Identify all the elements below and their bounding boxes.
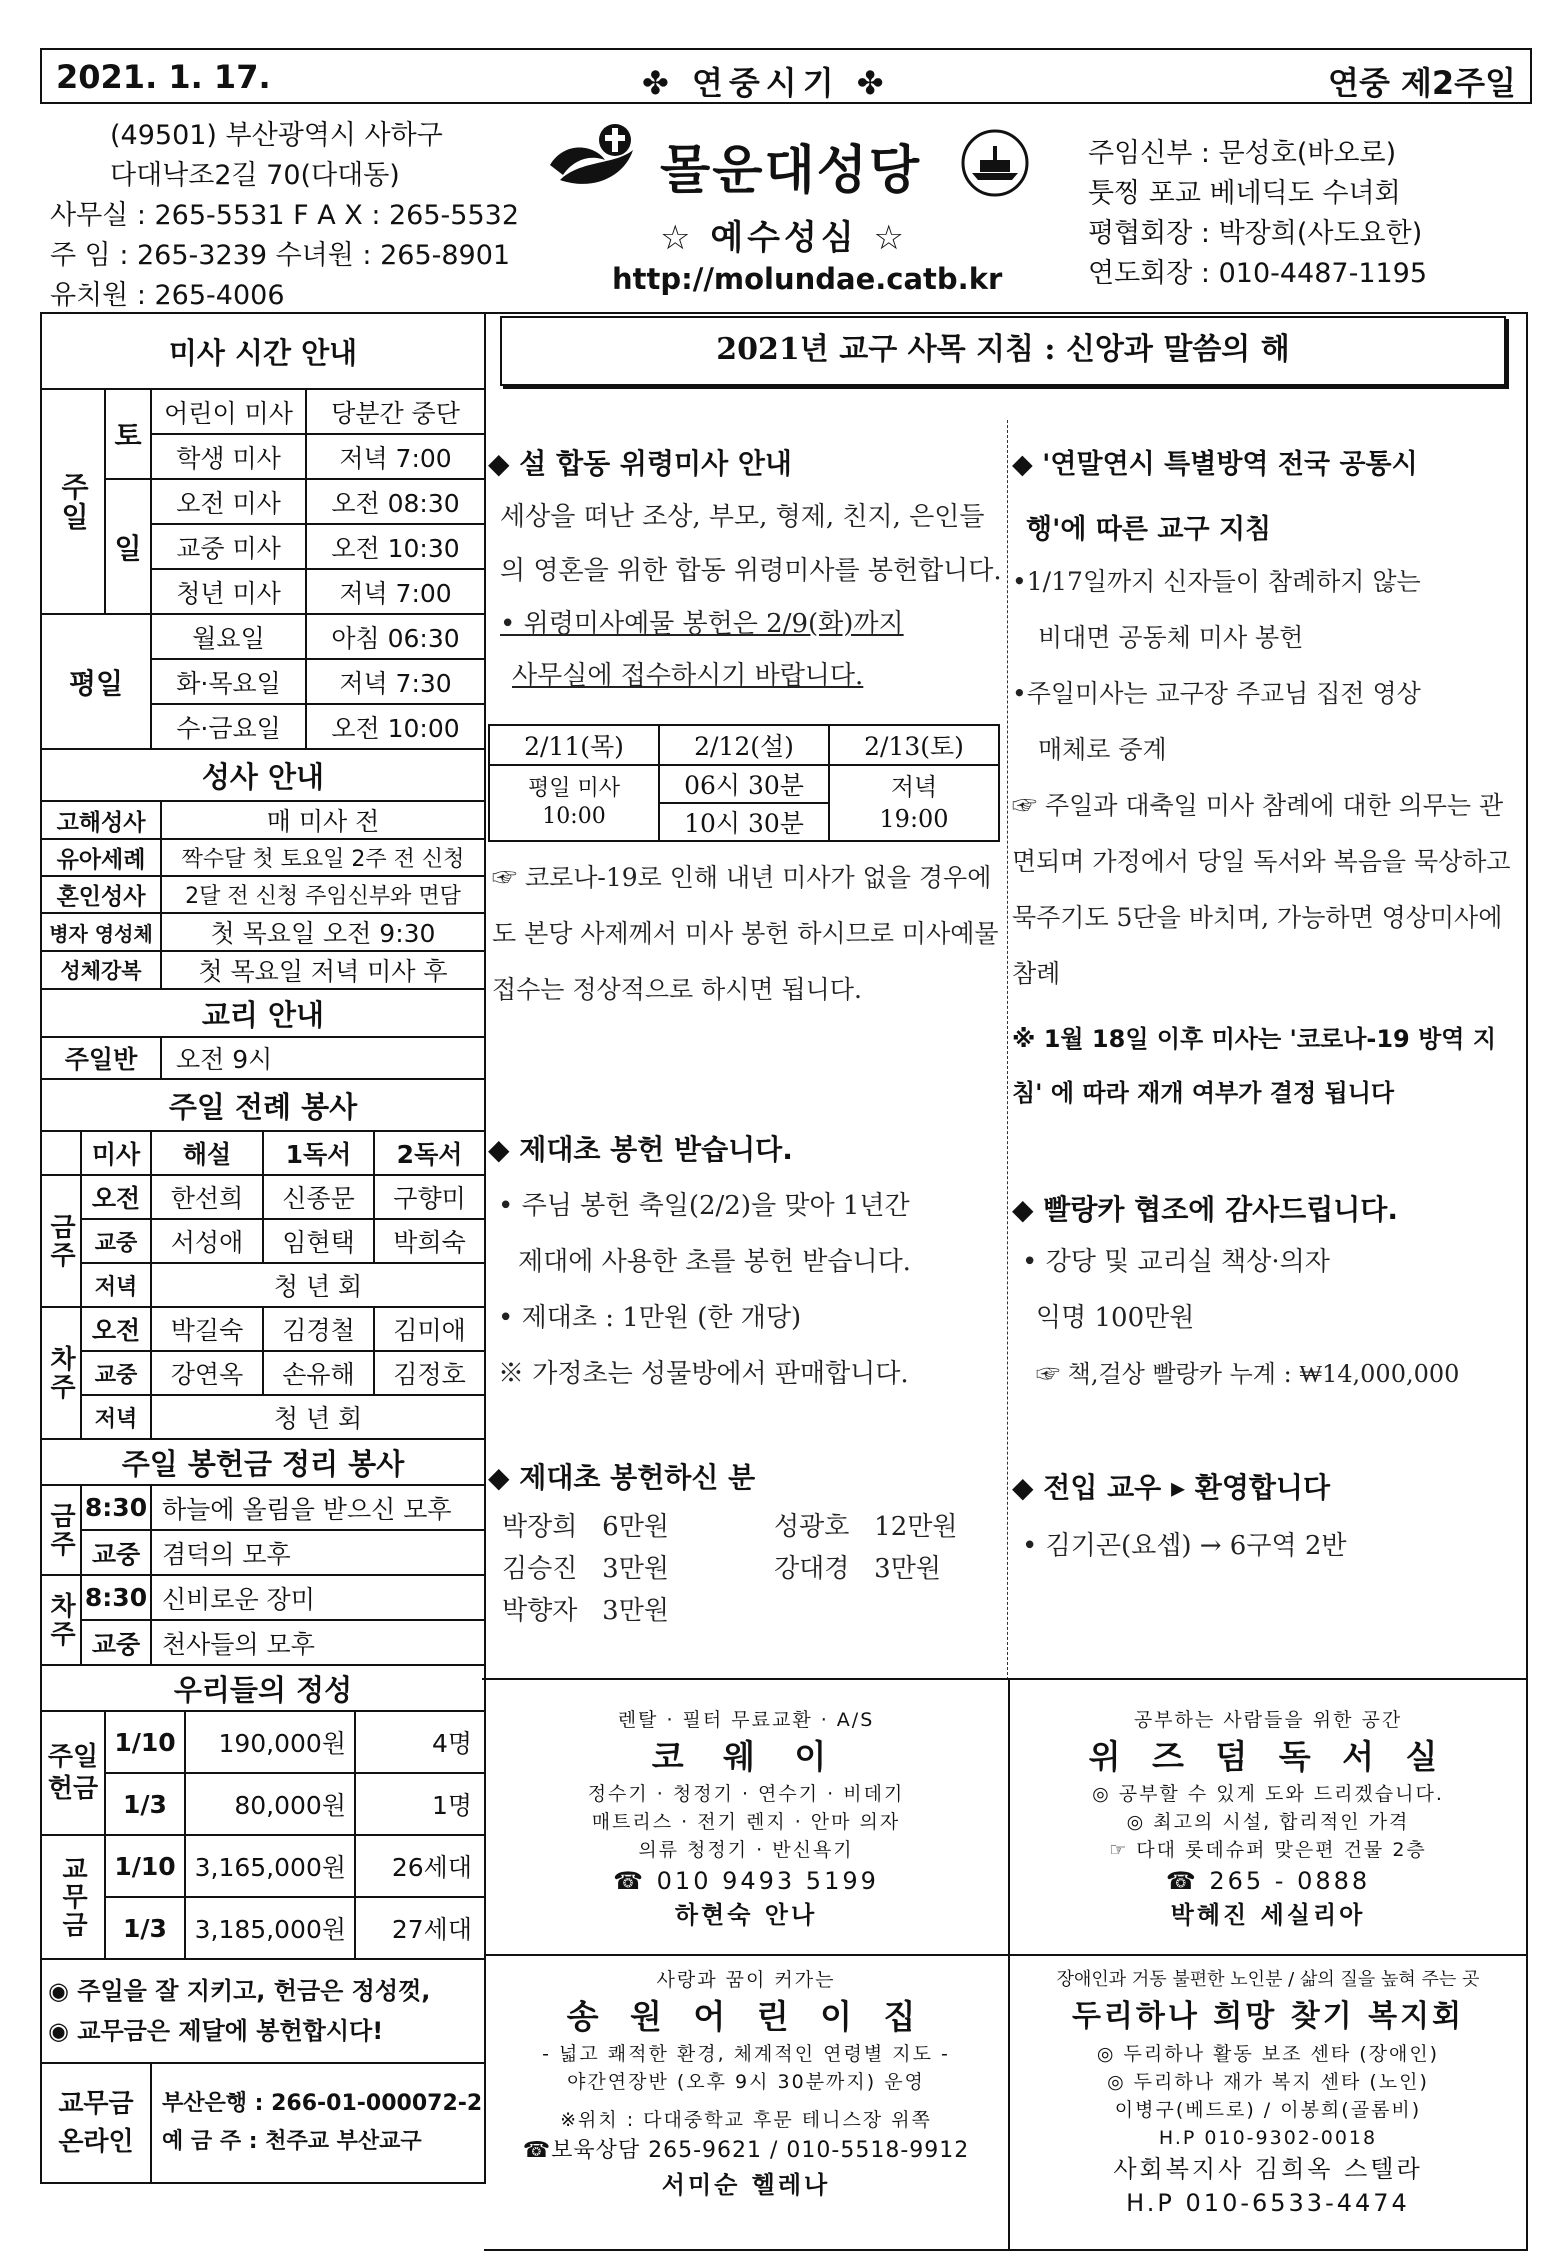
daycare-line-2: 야간연장반 (오후 9시 30분까지) 운영 [567, 2071, 925, 2093]
this-week-label: 금주 [41, 1485, 81, 1575]
saturday-label: 토 [105, 389, 151, 479]
mass-time: 오전 10:30 [306, 524, 485, 569]
welfare-phone-2: H.P 010-6533-4474 [1126, 2189, 1410, 2217]
catechism-time: 오전 9시 [161, 1037, 485, 1079]
donor-amount: 3만원 [602, 1596, 669, 1626]
offering-group: 신비로운 장미 [151, 1575, 485, 1620]
liturgy-person: 박길숙 [151, 1307, 263, 1351]
liturgy-title: 주일 전례 봉사 [41, 1079, 485, 1131]
donations-table [40, 1664, 486, 2064]
liturgy-person: 한선희 [151, 1175, 263, 1219]
rectory-phone: 주 임 : 265-3239 수녀원 : 265-8901 [50, 240, 511, 271]
coway-products-3: 의류 청정기 · 반신욕기 [638, 1839, 854, 1861]
liturgy-person: 김미애 [374, 1307, 485, 1351]
donation-amount: 3,165,000원 [185, 1835, 355, 1897]
donation-count: 27세대 [355, 1897, 485, 1959]
liturgy-mass: 저녁 [81, 1263, 151, 1307]
donation-date: 1/10 [105, 1835, 185, 1897]
donor-amount: 6만원 [602, 1512, 669, 1542]
next-week-label: 차주 [41, 1307, 81, 1439]
wisdom-contact: 박혜진 세실리아 [1170, 1901, 1366, 1929]
offering-group: 하늘에 올림을 받으신 모후 [151, 1485, 485, 1530]
memorial-covid-note: ☞ 코로나-19로 인해 내년 미사가 없을 경우에도 본당 사제께서 미사 봉헌 하시므로 미사예물 접수는 정상적으로 하시면 됩니다. [492, 863, 999, 1004]
sacraments-title: 성사 안내 [41, 749, 485, 801]
council-phone: 연도회장 : 010-4487-1195 [1088, 258, 1428, 289]
weekday-label: 평일 [41, 614, 151, 749]
bank-account: 부산은행 : 266-01-000072-2 [162, 2091, 483, 2116]
liturgy-mass: 교중 [81, 1351, 151, 1395]
wisdom-line-1: ◎ 공부할 수 있게 도와 드리겠습니다. [1092, 1783, 1444, 1805]
donor-name: 성광호 [774, 1512, 850, 1542]
liturgy-mass: 저녁 [81, 1395, 151, 1439]
mass-name: 월요일 [151, 614, 306, 659]
top-bar [40, 48, 1532, 104]
coway-name: 코 웨 이 [651, 1737, 841, 1776]
mass-name: 청년 미사 [151, 569, 306, 614]
sunday-offering-label: 주일헌금 [41, 1711, 105, 1835]
liturgy-header: 1독서 [263, 1131, 374, 1175]
daycare-line-1: - 넓고 쾌적한 환경, 체계적인 연령별 지도 - [542, 2043, 950, 2065]
donation-count: 26세대 [355, 1835, 485, 1897]
donor-entry [502, 1590, 669, 1632]
donation-note-1: ◉ 주일을 잘 지키고, 헌금은 정성껏, [48, 1977, 431, 2005]
quarantine-line-3: •주일미사는 교구장 주교님 집전 영상 [1012, 679, 1421, 708]
sacrament-desc: 매 미사 전 [161, 801, 485, 839]
mass-schedule-table [40, 312, 486, 750]
quarantine-heading-1: ◆ '연말연시 특별방역 전국 공통시 [1012, 449, 1418, 480]
quarantine-guidelines-article [1012, 442, 1522, 1120]
online-label-2: 온라인 [58, 2127, 134, 2157]
liturgy-person: 구향미 [374, 1175, 485, 1219]
memorial-body: 세상을 떠난 조상, 부모, 형제, 친지, 은인들의 영혼을 위한 합동 위령미사를 봉헌합니다. [500, 502, 1002, 586]
liturgy-person: 서성애 [151, 1219, 263, 1263]
palanca-heading: ◆ 빨랑카 협조에 감사드립니다. [1012, 1193, 1398, 1226]
altar-candles-article [488, 1128, 1003, 1402]
donation-amount: 3,185,000원 [185, 1897, 355, 1959]
column-divider [1007, 420, 1008, 1680]
liturgy-mass: 오전 [81, 1175, 151, 1219]
donation-amount: 190,000원 [185, 1711, 355, 1773]
ads-divider-horizontal [484, 1954, 1528, 1956]
donation-note-2: ◉ 교무금은 제달에 봉헌합시다! [48, 2017, 384, 2045]
durihana-welfare-ad [1010, 1966, 1526, 2220]
offering-mass: 8:30 [81, 1575, 151, 1620]
liturgy-header: 2독서 [374, 1131, 485, 1175]
patron-title: ☆ 예수성심 ☆ [660, 218, 909, 258]
offering-group: 천사들의 모후 [151, 1620, 485, 1665]
donation-date: 1/3 [105, 1773, 185, 1835]
address-line-2: 다대낙조2길 70(다대동) [110, 160, 400, 191]
candles-line-4: ※ 가정초는 성물방에서 판매합니다. [498, 1359, 909, 1389]
memorial-schedule-table [488, 724, 1000, 842]
liturgy-group: 청 년 회 [151, 1395, 485, 1439]
quarantine-line-4: 매체로 중계 [1038, 735, 1167, 764]
liturgy-header: 해설 [151, 1131, 263, 1175]
online-label-1: 교무금 [58, 2089, 134, 2119]
palanca-thanks-article [1012, 1188, 1522, 1402]
daycare-name: 송 원 어 린 이 집 [566, 1997, 926, 2036]
mass-name: 학생 미사 [151, 434, 306, 479]
palanca-line-2: 익명 100만원 [1036, 1303, 1195, 1333]
catechism-title: 교리 안내 [41, 989, 485, 1037]
candles-line-3: • 제대초 : 1만원 (한 개당) [498, 1303, 802, 1333]
sacrament-name: 성체강복 [41, 951, 161, 989]
daycare-tagline: 사랑과 꿈이 커가는 [656, 1969, 836, 1991]
donor-entry [502, 1548, 669, 1590]
donor-name: 김승진 [502, 1554, 578, 1584]
offering-mass: 교중 [81, 1620, 151, 1665]
liturgy-mass: 오전 [81, 1307, 151, 1351]
donor-name: 강대경 [774, 1554, 850, 1584]
bulletin-date: 2021. 1. 17. [56, 58, 271, 96]
sacrament-name: 병자 영성체 [41, 913, 161, 951]
quarantine-resume-notice: ※ 1월 18일 이후 미사는 '코로나-19 방역 지침' 에 따라 재개 여부가 결정 됩니다 [1012, 1025, 1497, 1107]
liturgy-service-table [40, 1078, 486, 1440]
candles-line-1: • 주님 봉헌 축일(2/2)을 맞아 1년간 [498, 1191, 910, 1221]
sacraments-table [40, 748, 486, 990]
account-holder: 예 금 주 : 천주교 부산교구 [162, 2129, 422, 2154]
mass-time: 저녁 7:00 [306, 569, 485, 614]
coway-products-1: 정수기 · 청정기 · 연수기 · 비데기 [587, 1783, 905, 1805]
offering-service-title: 주일 봉헌금 정리 봉사 [41, 1439, 485, 1485]
candles-heading: ◆ 제대초 봉헌 받습니다. [488, 1133, 793, 1166]
sacrament-name: 유아세례 [41, 839, 161, 876]
mass-name: 수·금요일 [151, 704, 306, 749]
mass-time: 당분간 중단 [306, 389, 485, 434]
coway-contact: 하현숙 안나 [674, 1901, 818, 1929]
parish-staff-info [1088, 134, 1427, 294]
liturgy-person: 임현택 [263, 1219, 374, 1263]
donations-title: 우리들의 정성 [41, 1665, 485, 1711]
mass-name: 화·목요일 [151, 659, 306, 704]
quarantine-obligation-note: ☞ 주일과 대축일 미사 참례에 대한 의무는 관면되며 가정에서 당일 독서와 복음을 묵상하고 묵주기도 5단을 바치며, 가능하면 영상미사에 참례 [1012, 791, 1511, 988]
wisdom-reading-room-ad [1010, 1706, 1526, 1932]
memorial-evening-mass: 저녁 19:00 [829, 765, 999, 841]
liturgical-week: 연중 제2주일 [1328, 64, 1516, 102]
kindergarten-phone: 유치원 : 265-4006 [50, 280, 285, 311]
welcome-line-1: • 김기곤(요셉) → 6구역 2반 [1022, 1531, 1347, 1561]
donor-entry [502, 1506, 669, 1548]
offering-mass: 8:30 [81, 1485, 151, 1530]
coway-phone: ☎ 010 9493 5199 [613, 1867, 879, 1895]
wisdom-phone: ☎ 265 - 0888 [1165, 1867, 1371, 1895]
candles-line-2: 제대에 사용한 초를 봉헌 받습니다. [518, 1247, 911, 1277]
mass-time: 오전 08:30 [306, 479, 485, 524]
mass-time: 아침 06:30 [306, 614, 485, 659]
sunday-label: 주일 [41, 389, 105, 614]
parish-contact-info [50, 116, 519, 316]
liturgy-header: 미사 [81, 1131, 151, 1175]
quarantine-line-2: 비대면 공동체 미사 봉헌 [1038, 623, 1304, 652]
donor-name: 박장희 [502, 1512, 578, 1542]
sacrament-desc: 첫 목요일 저녁 미사 후 [161, 951, 485, 989]
liturgy-person: 김경철 [263, 1307, 374, 1351]
catechism-table [40, 988, 486, 1080]
quarantine-line-1: •1/17일까지 신자들이 참례하지 않는 [1012, 567, 1421, 596]
palanca-line-1: • 강당 및 교리실 책상·의자 [1022, 1247, 1330, 1277]
donation-date: 1/10 [105, 1711, 185, 1773]
sacred-heart-emblem-icon [960, 128, 1030, 198]
liturgy-person: 강연옥 [151, 1351, 263, 1395]
sisters-order: 툿찡 포교 베네딕도 수녀회 [1088, 178, 1401, 209]
wisdom-line-3: ☞ 다대 롯데슈퍼 맞은편 건물 2층 [1109, 1839, 1427, 1861]
liturgy-mass: 교중 [81, 1219, 151, 1263]
memorial-weekday-mass: 평일 미사 10:00 [489, 765, 659, 841]
this-week-label: 금주 [41, 1175, 81, 1307]
welcome-heading: ◆ 전입 교우 ▸ 환영합니다 [1012, 1471, 1331, 1504]
office-phone: 사무실 : 265-5531 F A X : 265-5532 [50, 200, 519, 231]
left-column [40, 312, 484, 2184]
church-logo-icon [545, 120, 645, 200]
diocese-banner: 2021년 교구 사목 지침 : 신앙과 말씀의 해 [500, 316, 1506, 386]
memorial-time: 06시 30분 [659, 765, 829, 803]
council-president: 평협회장 : 박장희(사도요한) [1088, 218, 1423, 249]
welfare-tagline: 장애인과 거동 불편한 노인분 / 삶의 질을 높혀 주는 곳 [1056, 1969, 1480, 1990]
offering-service-table [40, 1438, 486, 1666]
sacrament-name: 고해성사 [41, 801, 161, 839]
welfare-line-3: 이병구(베드로) / 이봉희(골롬비) [1114, 2099, 1422, 2121]
mass-name: 교중 미사 [151, 524, 306, 569]
pastor-name: 주임신부 : 문성호(바오로) [1088, 138, 1397, 169]
mass-name: 어린이 미사 [151, 389, 306, 434]
memorial-heading: ◆ 설 합동 위령미사 안내 [488, 447, 792, 480]
liturgy-person: 신종문 [263, 1175, 374, 1219]
liturgy-person: 박희숙 [374, 1219, 485, 1263]
church-name: 몰운대성당 [660, 141, 922, 201]
welfare-name: 두리하나 희망 찾기 복지회 [1071, 1999, 1465, 2034]
welfare-phone-1: H.P 010-9302-0018 [1158, 2127, 1378, 2149]
sacrament-desc: 2달 전 신청 주임신부와 면담 [161, 876, 485, 913]
donation-count: 1명 [355, 1773, 485, 1835]
donor-name: 박향자 [502, 1596, 578, 1626]
donation-date: 1/3 [105, 1897, 185, 1959]
liturgy-person: 손유해 [263, 1351, 374, 1395]
coway-tagline: 렌탈 · 필터 무료교환 · A/S [617, 1709, 875, 1731]
quarantine-heading-2: 행'에 따른 교구 지침 [1026, 514, 1272, 545]
liturgy-group: 청 년 회 [151, 1263, 485, 1307]
tithe-label: 교무금 [41, 1835, 105, 1959]
donation-amount: 80,000원 [185, 1773, 355, 1835]
songwon-daycare-ad [486, 1966, 1006, 2202]
daycare-location: ※위치 : 다대중학교 후문 테니스장 위쪽 [560, 2109, 932, 2131]
welfare-line-1: ◎ 두리하나 활동 보조 센타 (장애인) [1096, 2043, 1440, 2065]
sacrament-desc: 첫 목요일 오전 9:30 [161, 913, 485, 951]
memorial-note-1: • 위령미사예물 봉헌은 2/9(화)까지 [500, 609, 904, 639]
sacrament-name: 혼인성사 [41, 876, 161, 913]
memorial-date: 2/11(목) [489, 725, 659, 765]
donor-entry [774, 1548, 941, 1590]
wisdom-name: 위 즈 덤 독 서 실 [1088, 1737, 1448, 1776]
liturgy-person: 김정호 [374, 1351, 485, 1395]
donors-heading: ◆ 제대초 봉헌하신 분 [488, 1461, 756, 1494]
donor-entry [774, 1506, 957, 1548]
wisdom-tagline: 공부하는 사람들을 위한 공간 [1133, 1709, 1403, 1731]
coway-products-2: 매트리스 · 전기 렌지 · 안마 의자 [591, 1811, 901, 1833]
memorial-date: 2/12(설) [659, 725, 829, 765]
online-tithe-table [40, 2062, 486, 2184]
daycare-phone: ☎보육상담 265-9621 / 010-5518-9912 [522, 2138, 970, 2163]
welcome-parishioner-article [1012, 1466, 1522, 1574]
sacrament-desc: 짝수달 첫 토요일 2주 전 신청 [161, 839, 485, 876]
donor-amount: 12만원 [874, 1512, 958, 1542]
daycare-contact: 서미순 헬레나 [661, 2171, 831, 2199]
mass-time: 저녁 7:30 [306, 659, 485, 704]
memorial-time: 10시 30분 [659, 803, 829, 841]
offering-mass: 교중 [81, 1530, 151, 1575]
palanca-line-3: ☞ 책,걸상 빨랑카 누계 : ₩14,000,000 [1036, 1360, 1460, 1388]
sunday-day-label: 일 [105, 479, 151, 614]
mass-time: 오전 10:00 [306, 704, 485, 749]
memorial-mass-article [488, 442, 1003, 1018]
parish-website-link[interactable]: http://molundae.catb.kr [612, 262, 1003, 296]
next-week-label: 차주 [41, 1575, 81, 1665]
liturgical-season: ✤ 연중시기 ✤ [642, 64, 890, 102]
wisdom-line-2: ◎ 최고의 시설, 합리적인 가격 [1126, 1811, 1410, 1833]
offering-group: 겸덕의 모후 [151, 1530, 485, 1575]
donor-amount: 3만원 [874, 1554, 941, 1584]
mass-schedule-title: 미사 시간 안내 [41, 313, 485, 389]
memorial-date: 2/13(토) [829, 725, 999, 765]
welfare-line-2: ◎ 두리하나 재가 복지 센타 (노인) [1107, 2071, 1429, 2093]
mass-name: 오전 미사 [151, 479, 306, 524]
donation-count: 4명 [355, 1711, 485, 1773]
coway-ad [486, 1706, 1006, 1932]
catechism-class: 주일반 [41, 1037, 161, 1079]
memorial-note-2: 사무실에 접수하시기 바랍니다. [512, 661, 864, 691]
welfare-contact: 사회복지사 김희옥 스텔라 [1113, 2155, 1423, 2183]
mass-time: 저녁 7:00 [306, 434, 485, 479]
address-line-1: (49501) 부산광역시 사하구 [110, 120, 443, 151]
candle-donors-article [488, 1456, 1003, 1626]
donor-amount: 3만원 [602, 1554, 669, 1584]
